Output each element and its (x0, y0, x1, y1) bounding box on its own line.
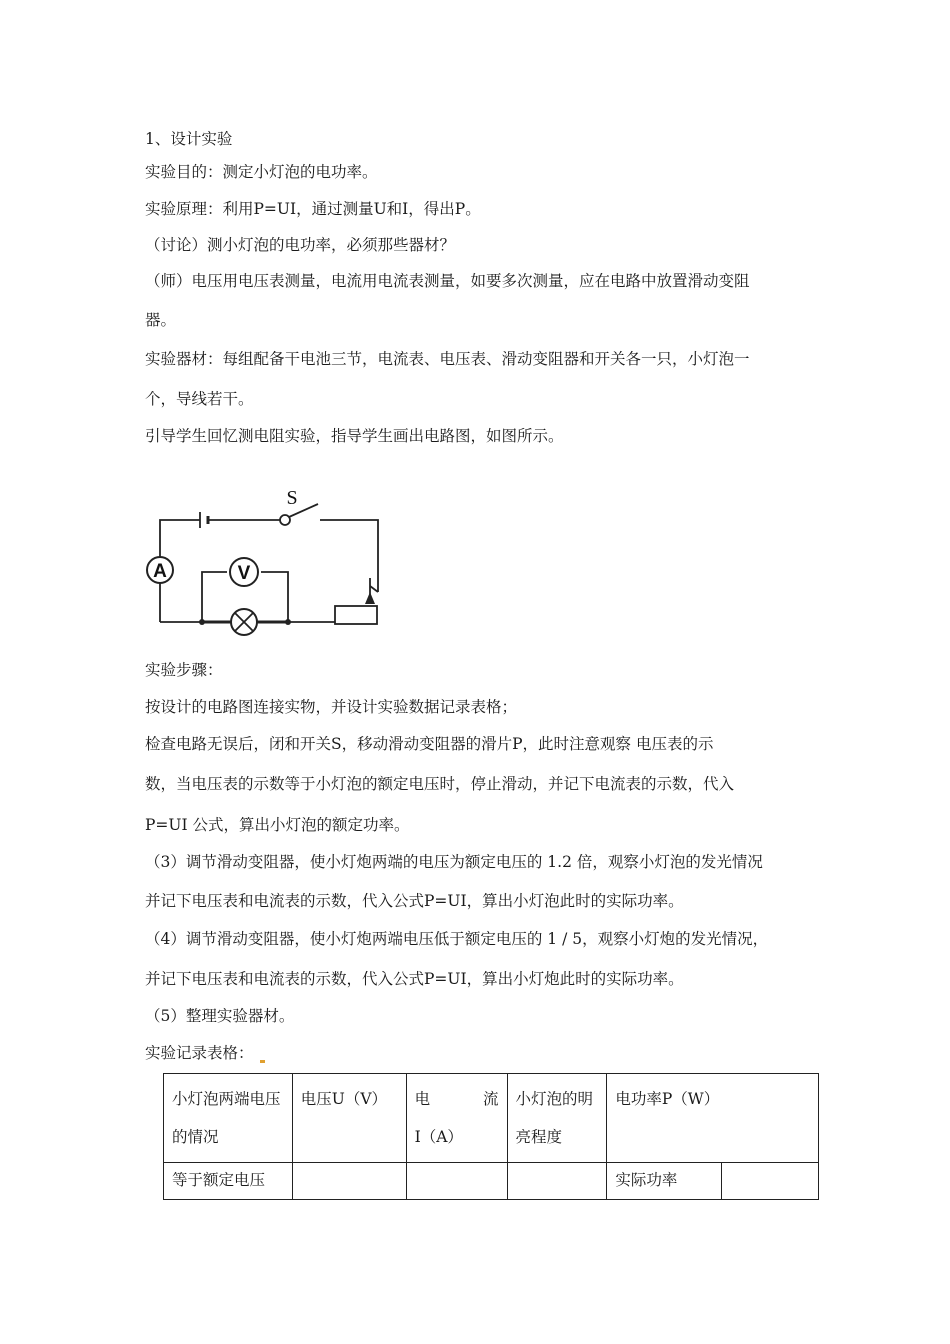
text-line: P=UI 公式，算出小灯泡的额定功率。 (145, 816, 410, 834)
header-cell-text: 流 (482, 1090, 499, 1108)
text-line: 实验原理：利用P=UI，通过测量U和I，得出P。 (145, 200, 481, 218)
header-cell: 电功率P（W） (607, 1074, 819, 1163)
switch-pivot (280, 515, 290, 525)
text-line: 检查电路无误后，闭和开关S，移动滑动变阻器的滑片P，此时注意观察 电压表的示 (145, 735, 714, 753)
text-line: 按设计的电路图连接实物，并设计实验数据记录表格； (145, 698, 518, 716)
header-cell-text: I（A） (414, 1128, 463, 1146)
text-line: （讨论）测小灯泡的电功率，必须那些器材？ (145, 236, 456, 254)
text-line: 引导学生回忆测电阻实验，指导学生画出电路图，如图所示。 (145, 427, 564, 445)
header-cell-text: 电 (414, 1090, 431, 1108)
table-cell: 实际功率 (607, 1163, 722, 1200)
table-cell (507, 1163, 607, 1200)
header-cell: 电压U（V） (292, 1074, 406, 1163)
record-table (163, 1073, 819, 1200)
table-cell: 等于额定电压 (164, 1163, 293, 1200)
voltmeter-label: V (237, 563, 251, 584)
text-line: 器。 (145, 311, 177, 329)
text-line: 实验步骤： (145, 661, 223, 679)
text-line: 实验器材：每组配备干电池三节，电流表、电压表、滑动变阻器和开关各一只，小灯泡一 (145, 350, 750, 368)
table-cell (292, 1163, 406, 1200)
switch-label: S (286, 487, 298, 509)
text-line (145, 1043, 265, 1063)
header-cell: 小灯泡两端电压的情况 (164, 1074, 293, 1163)
table-caption: 实验记录表格： (145, 1044, 254, 1062)
marker-dot (260, 1060, 265, 1063)
text-line: 并记下电压表和电流表的示数，代入公式P=UI，算出小灯泡此时的实际功率。 (145, 892, 684, 910)
text-line: （5）整理实验器材。 (145, 1007, 295, 1025)
text-line: 数，当电压表的示数等于小灯泡的额定电压时，停止滑动，并记下电流表的示数，代入 (145, 775, 735, 793)
rheostat (335, 606, 377, 624)
text-line: 实验目的：测定小灯泡的电功率。 (145, 163, 378, 181)
table-row (164, 1163, 819, 1200)
text-line: 并记下电压表和电流表的示数，代入公式P=UI，算出小灯炮此时的实际功率。 (145, 970, 684, 988)
text-line: （4）调节滑动变阻器，使小灯炮两端电压低于额定电压的 1 / 5，观察小灯炮的发光情况， (145, 930, 769, 948)
header-cell: 小灯泡的明亮程度 (507, 1074, 607, 1163)
circuit-diagram (140, 482, 390, 640)
header-cell (406, 1074, 507, 1163)
table-cell (406, 1163, 507, 1200)
ammeter-label: A (153, 561, 167, 582)
text-line: （3）调节滑动变阻器，使小灯炮两端的电压为额定电压的 1.2 倍，观察小灯泡的发光情况 (145, 853, 763, 871)
text-line: （师）电压用电压表测量，电流用电流表测量，如要多次测量，应在电路中放置滑动变阻 (145, 272, 750, 290)
text-line: 个，导线若干。 (145, 390, 254, 408)
table-cell (722, 1163, 819, 1200)
section-heading: 1、设计实验 (145, 130, 233, 148)
table-header-row (164, 1074, 819, 1163)
